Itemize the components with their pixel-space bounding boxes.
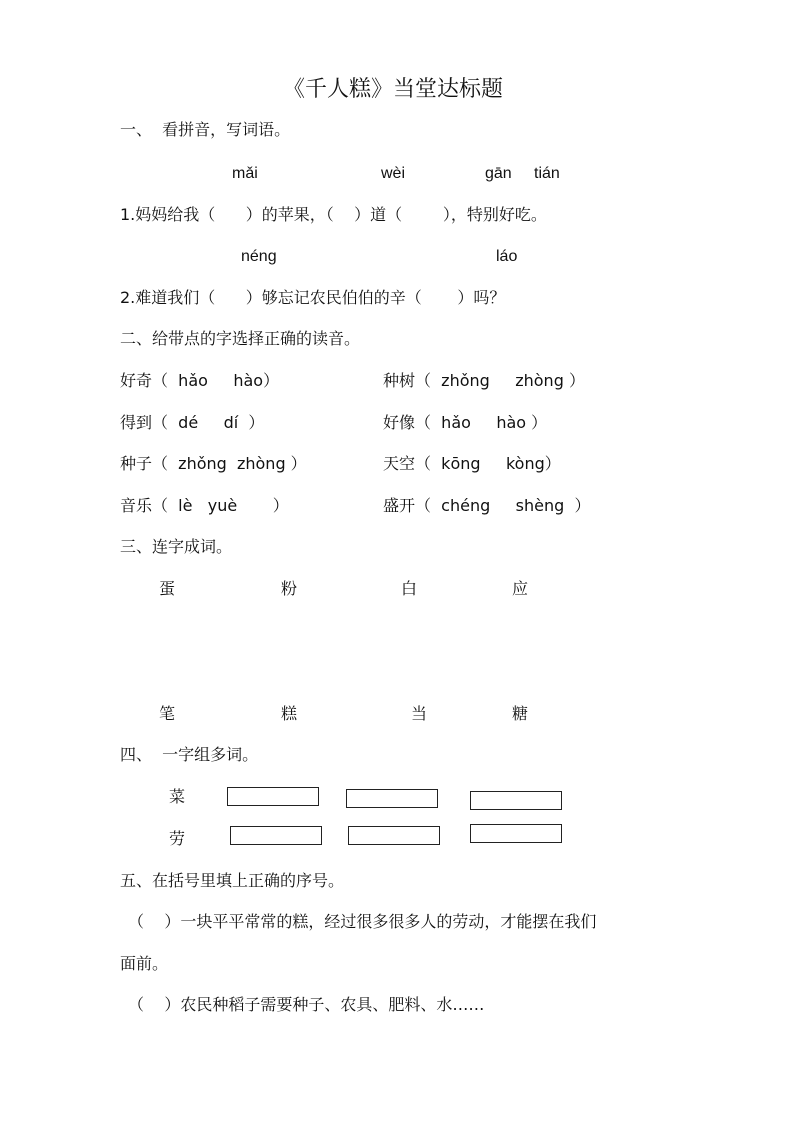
char-top-fen: 粉	[281, 579, 298, 598]
answer-box-lao-2[interactable]	[348, 826, 440, 845]
question-1-text: 1.妈妈给我（ ）的苹果，（ ）道（ ），特别好吃。	[120, 205, 547, 224]
reading-choice-zhongzi: 种子（ zhǒng zhòng ）	[120, 454, 307, 473]
answer-box-cai-3[interactable]	[470, 791, 562, 810]
section-4-heading: 四、 一字组多词。	[120, 745, 259, 764]
ordering-item-1: （ ）一块平平常常的糕，经过很多很多人的劳动，才能摆在我们	[128, 912, 597, 931]
section-2-heading: 二、给带点的字选择正确的读音。	[120, 329, 361, 348]
reading-choice-shengkai: 盛开（ chéng shèng ）	[383, 496, 591, 515]
char-top-bai: 白	[401, 579, 418, 598]
answer-box-cai-2[interactable]	[346, 789, 438, 808]
ordering-item-2: （ ）农民种稻子需要种子、农具、肥料、水……	[128, 995, 485, 1014]
char-bottom-gao: 糕	[281, 704, 298, 723]
pinyin-mai: mǎi	[232, 165, 258, 182]
section-3-heading: 三、连字成词。	[120, 537, 233, 556]
answer-box-cai-1[interactable]	[227, 787, 319, 806]
pinyin-gan: gān	[485, 165, 512, 182]
char-top-dan: 蛋	[159, 579, 176, 598]
answer-box-lao-1[interactable]	[230, 826, 322, 845]
ordering-item-1-continued: 面前。	[120, 954, 169, 973]
reading-choice-haoqi: 好奇（ hǎo hào）	[120, 371, 280, 390]
reading-choice-yinyue: 音乐（ lè yuè ）	[120, 496, 289, 515]
char-lao: 劳	[169, 829, 186, 848]
reading-choice-tiankong: 天空（ kōng kòng）	[383, 454, 561, 473]
char-bottom-tang: 糖	[512, 704, 529, 723]
pinyin-lao: láo	[496, 248, 518, 265]
reading-choice-zhongshu: 种树（ zhǒng zhòng ）	[383, 371, 585, 390]
char-cai: 菜	[169, 787, 186, 806]
section-1-heading: 一、 看拼音，写词语。	[120, 120, 291, 139]
section-5-heading: 五、在括号里填上正确的序号。	[120, 871, 345, 890]
pinyin-neng: néng	[241, 248, 277, 265]
reading-choice-haoxiang: 好像（ hǎo hào ）	[383, 413, 548, 432]
char-bottom-dang: 当	[411, 704, 428, 723]
pinyin-tian: tián	[534, 165, 560, 182]
question-2-text: 2.难道我们（ ）够忘记农民伯伯的辛（ ）吗？	[120, 288, 506, 307]
pinyin-wei: wèi	[381, 165, 406, 182]
char-bottom-bi: 笔	[159, 704, 176, 723]
char-top-ying: 应	[512, 579, 529, 598]
page-title: 《千人糕》当堂达标题	[283, 77, 504, 102]
reading-choice-dedao: 得到（ dé dí ）	[120, 413, 265, 432]
answer-box-lao-3[interactable]	[470, 824, 562, 843]
